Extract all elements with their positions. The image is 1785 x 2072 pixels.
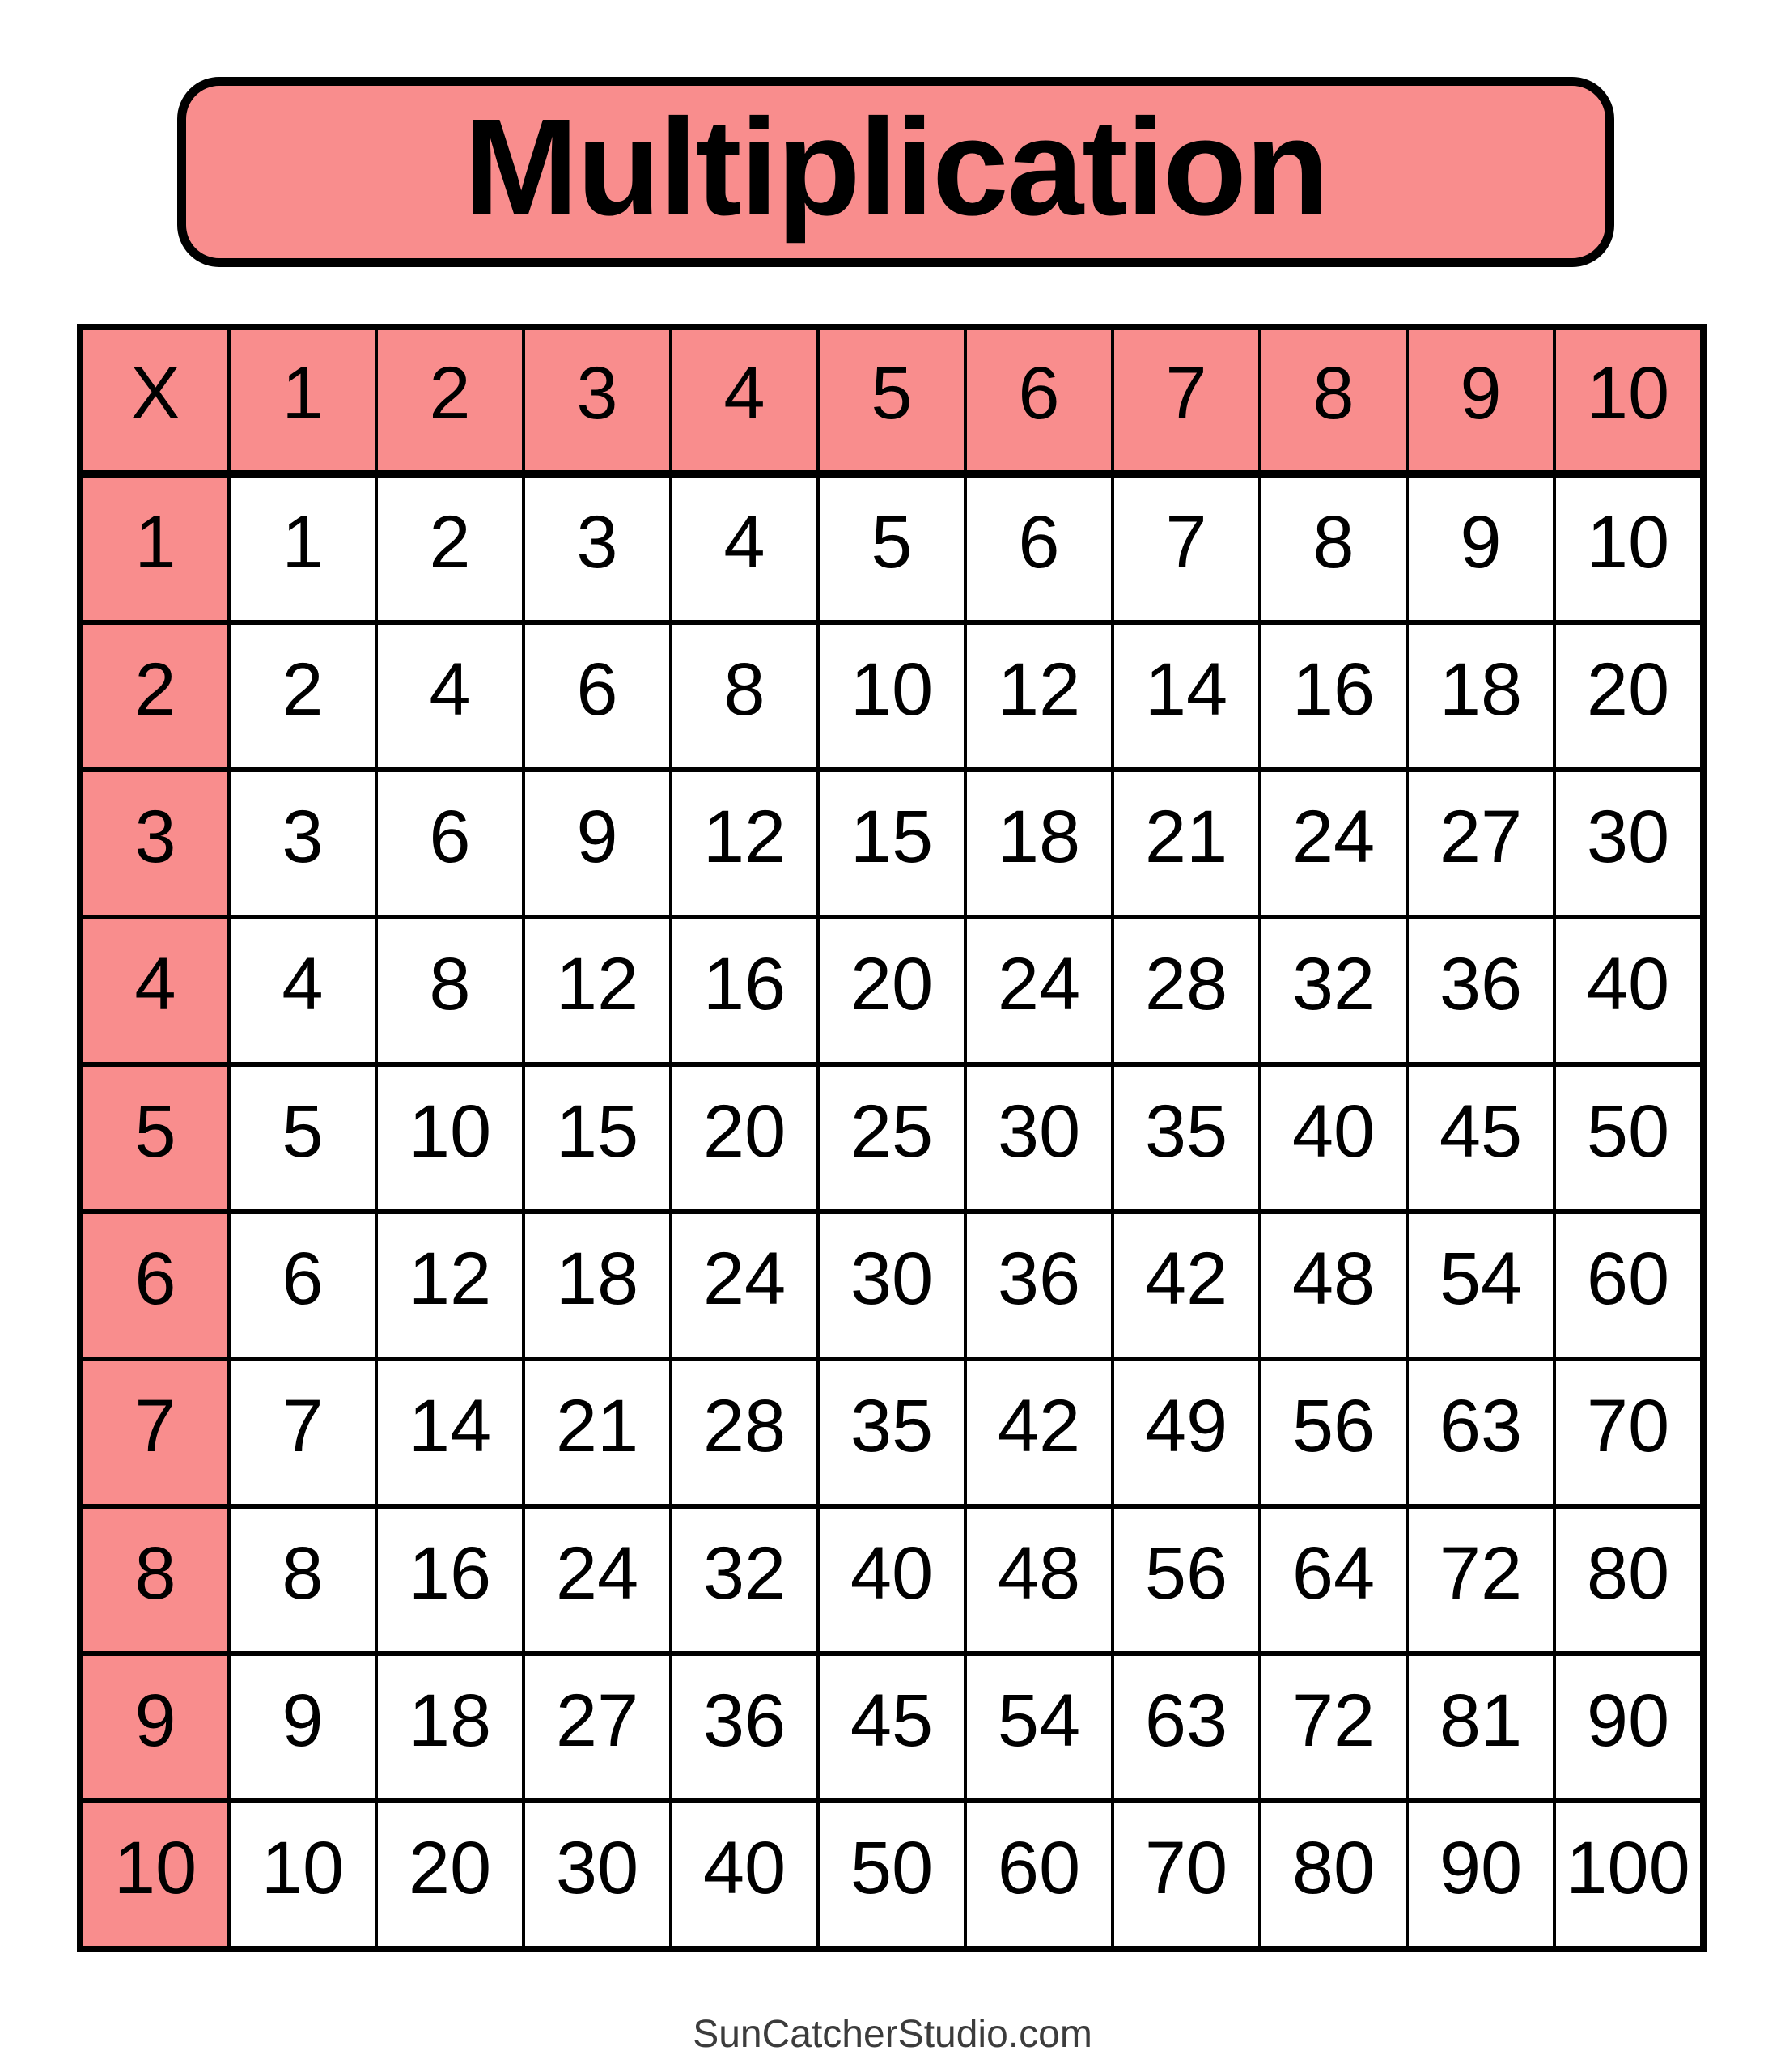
product-cell-label: 7 — [1165, 500, 1207, 584]
product-cell — [1556, 772, 1700, 915]
product-cell-label: 56 — [1291, 1384, 1376, 1467]
product-cell-label: 7 — [282, 1384, 324, 1467]
product-cell — [820, 772, 964, 915]
row-header-cell — [83, 1067, 227, 1209]
product-cell — [1261, 1656, 1406, 1798]
product-cell — [1261, 772, 1406, 915]
product-cell — [820, 1656, 964, 1798]
product-cell — [378, 1067, 522, 1209]
product-cell-label: 56 — [1144, 1531, 1228, 1615]
product-cell-label: 48 — [1291, 1237, 1376, 1320]
product-cell-label: 80 — [1586, 1531, 1670, 1615]
product-cell-label: 5 — [282, 1089, 324, 1173]
product-cell-label: 27 — [1439, 795, 1523, 878]
row-header-cell-label: 4 — [134, 942, 176, 1025]
column-header-cell-label: 3 — [576, 352, 618, 435]
product-cell — [1556, 478, 1700, 620]
product-cell-label: 10 — [850, 648, 934, 731]
product-cell — [967, 1509, 1111, 1651]
product-cell-label: 9 — [282, 1679, 324, 1762]
column-header-cell — [231, 330, 375, 473]
column-header-cell-label: 7 — [1165, 352, 1207, 435]
product-cell — [1409, 1509, 1553, 1651]
product-cell-label: 35 — [1144, 1089, 1228, 1173]
corner-cell-label: X — [130, 352, 180, 435]
column-header-cell — [1261, 330, 1406, 473]
product-cell — [1114, 478, 1258, 620]
product-cell — [525, 1656, 669, 1798]
product-cell — [1261, 919, 1406, 1062]
product-cell — [1556, 1656, 1700, 1798]
column-header-cell — [967, 330, 1111, 473]
product-cell — [1409, 772, 1553, 915]
row-header-cell-label: 3 — [134, 795, 176, 878]
product-cell — [378, 772, 522, 915]
product-cell — [967, 478, 1111, 620]
product-cell-label: 6 — [1018, 500, 1060, 584]
product-cell-label: 3 — [282, 795, 324, 878]
product-cell-label: 14 — [1144, 648, 1228, 731]
product-cell-label: 32 — [1291, 942, 1376, 1025]
product-cell-label: 2 — [429, 500, 471, 584]
product-cell — [1556, 1067, 1700, 1209]
product-cell-label: 80 — [1291, 1826, 1376, 1909]
product-cell — [967, 1656, 1111, 1798]
product-cell-label: 63 — [1144, 1679, 1228, 1762]
product-cell — [1261, 478, 1406, 620]
product-cell — [1114, 625, 1258, 767]
product-cell — [1409, 625, 1553, 767]
product-cell — [1261, 1803, 1406, 1946]
row-header-cell-label: 6 — [134, 1237, 176, 1320]
product-cell-label: 60 — [997, 1826, 1081, 1909]
product-cell — [1114, 919, 1258, 1062]
product-cell — [1114, 1214, 1258, 1357]
product-cell-label: 48 — [997, 1531, 1081, 1615]
product-cell — [231, 1067, 375, 1209]
column-header-cell — [672, 330, 816, 473]
product-cell — [378, 1656, 522, 1798]
product-cell-label: 3 — [576, 500, 618, 584]
product-cell — [1409, 478, 1553, 620]
product-cell-label: 50 — [850, 1826, 934, 1909]
product-cell-label: 30 — [1586, 795, 1670, 878]
product-cell-label: 12 — [702, 795, 787, 878]
product-cell — [672, 1214, 816, 1357]
product-cell-label: 30 — [555, 1826, 639, 1909]
product-cell-label: 21 — [1144, 795, 1228, 878]
product-cell-label: 20 — [1586, 648, 1670, 731]
product-cell — [820, 919, 964, 1062]
product-cell — [525, 1509, 669, 1651]
product-cell-label: 8 — [282, 1531, 324, 1615]
corner-cell — [83, 330, 227, 473]
product-cell-label: 100 — [1566, 1826, 1690, 1909]
product-cell — [967, 919, 1111, 1062]
product-cell-label: 15 — [555, 1089, 639, 1173]
product-cell-label: 12 — [408, 1237, 492, 1320]
product-cell — [1114, 1067, 1258, 1209]
product-cell-label: 40 — [850, 1531, 934, 1615]
product-cell — [820, 478, 964, 620]
product-cell-label: 36 — [997, 1237, 1081, 1320]
product-cell — [672, 772, 816, 915]
product-cell — [378, 1509, 522, 1651]
product-cell — [820, 1361, 964, 1504]
product-cell-label: 24 — [997, 942, 1081, 1025]
product-cell-label: 20 — [850, 942, 934, 1025]
product-cell-label: 81 — [1439, 1679, 1523, 1762]
product-cell-label: 32 — [702, 1531, 787, 1615]
title-banner — [177, 77, 1614, 267]
product-cell — [672, 478, 816, 620]
row-header-cell — [83, 1656, 227, 1798]
product-cell-label: 72 — [1439, 1531, 1523, 1615]
product-cell-label: 24 — [702, 1237, 787, 1320]
product-cell — [1409, 1361, 1553, 1504]
product-cell — [378, 1803, 522, 1946]
product-cell — [525, 478, 669, 620]
product-cell-label: 18 — [1439, 648, 1523, 731]
product-cell-label: 16 — [702, 942, 787, 1025]
product-cell — [525, 1214, 669, 1357]
product-cell — [672, 1803, 816, 1946]
product-cell-label: 45 — [850, 1679, 934, 1762]
product-cell — [378, 1214, 522, 1357]
product-cell — [967, 1361, 1111, 1504]
row-header-cell-label: 9 — [134, 1679, 176, 1762]
product-cell — [231, 1509, 375, 1651]
product-cell-label: 25 — [850, 1089, 934, 1173]
row-header-cell-label: 7 — [134, 1384, 176, 1467]
product-cell-label: 8 — [429, 942, 471, 1025]
product-cell-label: 64 — [1291, 1531, 1376, 1615]
product-cell — [1409, 1656, 1553, 1798]
product-cell-label: 49 — [1144, 1384, 1228, 1467]
column-header-cell — [378, 330, 522, 473]
product-cell — [672, 1067, 816, 1209]
product-cell — [967, 1067, 1111, 1209]
product-cell-label: 40 — [1586, 942, 1670, 1025]
column-header-cell-label: 5 — [871, 352, 913, 435]
product-cell — [672, 919, 816, 1062]
page-title: Multiplication — [464, 90, 1328, 244]
column-header-cell — [1409, 330, 1553, 473]
product-cell-label: 36 — [1439, 942, 1523, 1025]
product-cell — [1556, 919, 1700, 1062]
product-cell-label: 20 — [408, 1826, 492, 1909]
product-cell — [231, 1656, 375, 1798]
product-cell-label: 10 — [261, 1826, 345, 1909]
product-cell — [525, 772, 669, 915]
product-cell-label: 30 — [997, 1089, 1081, 1173]
product-cell-label: 6 — [282, 1237, 324, 1320]
product-cell — [967, 625, 1111, 767]
product-cell — [378, 478, 522, 620]
column-header-cell — [820, 330, 964, 473]
column-header-cell-label: 1 — [282, 352, 324, 435]
product-cell — [525, 625, 669, 767]
row-header-cell-label: 10 — [113, 1826, 197, 1909]
product-cell — [1556, 1361, 1700, 1504]
row-header-cell — [83, 1803, 227, 1946]
row-header-cell — [83, 1509, 227, 1651]
product-cell — [525, 919, 669, 1062]
product-cell — [820, 625, 964, 767]
product-cell-label: 40 — [702, 1826, 787, 1909]
product-cell-label: 14 — [408, 1384, 492, 1467]
product-cell — [820, 1067, 964, 1209]
row-header-cell-label: 2 — [134, 648, 176, 731]
product-cell-label: 28 — [1144, 942, 1228, 1025]
product-cell-label: 10 — [408, 1089, 492, 1173]
product-cell-label: 21 — [555, 1384, 639, 1467]
product-cell-label: 36 — [702, 1679, 787, 1762]
product-cell-label: 30 — [850, 1237, 934, 1320]
row-header-cell — [83, 478, 227, 620]
product-cell — [1556, 1509, 1700, 1651]
product-cell-label: 42 — [1144, 1237, 1228, 1320]
product-cell — [231, 772, 375, 915]
product-cell-label: 40 — [1291, 1089, 1376, 1173]
column-header-cell-label: 6 — [1018, 352, 1060, 435]
product-cell — [1114, 1803, 1258, 1946]
product-cell-label: 24 — [555, 1531, 639, 1615]
product-cell — [231, 1803, 375, 1946]
product-cell — [672, 1361, 816, 1504]
product-cell — [1261, 1361, 1406, 1504]
product-cell — [1114, 1361, 1258, 1504]
product-cell — [1409, 919, 1553, 1062]
product-cell-label: 70 — [1144, 1826, 1228, 1909]
row-header-cell — [83, 919, 227, 1062]
product-cell — [1556, 1214, 1700, 1357]
product-cell — [820, 1509, 964, 1651]
product-cell — [672, 1656, 816, 1798]
product-cell — [231, 1361, 375, 1504]
product-cell — [231, 919, 375, 1062]
product-cell — [378, 1361, 522, 1504]
product-cell — [1556, 1803, 1700, 1946]
product-cell-label: 18 — [555, 1237, 639, 1320]
product-cell-label: 2 — [282, 648, 324, 731]
product-cell-label: 50 — [1586, 1089, 1670, 1173]
product-cell-label: 15 — [850, 795, 934, 878]
row-header-cell — [83, 1361, 227, 1504]
product-cell-label: 45 — [1439, 1089, 1523, 1173]
column-header-cell-label: 8 — [1312, 352, 1355, 435]
product-cell-label: 54 — [1439, 1237, 1523, 1320]
product-cell — [525, 1803, 669, 1946]
row-header-cell — [83, 625, 227, 767]
product-cell — [231, 478, 375, 620]
row-header-cell-label: 5 — [134, 1089, 176, 1173]
product-cell — [820, 1803, 964, 1946]
product-cell-label: 28 — [702, 1384, 787, 1467]
product-cell-label: 8 — [1312, 500, 1355, 584]
column-header-cell-label: 4 — [723, 352, 765, 435]
product-cell-label: 70 — [1586, 1384, 1670, 1467]
row-header-cell-label: 8 — [134, 1531, 176, 1615]
product-cell-label: 72 — [1291, 1679, 1376, 1762]
product-cell — [1409, 1067, 1553, 1209]
product-cell — [525, 1361, 669, 1504]
multiplication-table — [77, 324, 1707, 1952]
product-cell-label: 9 — [1460, 500, 1502, 584]
product-cell-label: 24 — [1291, 795, 1376, 878]
row-header-cell-label: 1 — [134, 500, 176, 584]
product-cell — [967, 772, 1111, 915]
product-cell — [378, 919, 522, 1062]
product-cell-label: 6 — [429, 795, 471, 878]
product-cell — [672, 625, 816, 767]
product-cell-label: 1 — [282, 500, 324, 584]
product-cell — [525, 1067, 669, 1209]
product-cell-label: 10 — [1586, 500, 1670, 584]
product-cell — [1261, 625, 1406, 767]
product-cell-label: 16 — [1291, 648, 1376, 731]
product-cell-label: 35 — [850, 1384, 934, 1467]
product-cell-label: 54 — [997, 1679, 1081, 1762]
product-cell-label: 4 — [282, 942, 324, 1025]
product-cell — [231, 1214, 375, 1357]
row-header-cell — [83, 772, 227, 915]
row-header-cell — [83, 1214, 227, 1357]
product-cell-label: 27 — [555, 1679, 639, 1762]
product-cell-label: 9 — [576, 795, 618, 878]
product-cell-label: 4 — [429, 648, 471, 731]
product-cell-label: 8 — [723, 648, 765, 731]
product-cell — [1261, 1067, 1406, 1209]
product-cell — [672, 1509, 816, 1651]
product-cell-label: 5 — [871, 500, 913, 584]
product-cell — [1114, 772, 1258, 915]
product-cell — [1556, 625, 1700, 767]
product-cell-label: 60 — [1586, 1237, 1670, 1320]
product-cell-label: 20 — [702, 1089, 787, 1173]
footer-credit: SunCatcherStudio.com — [693, 2013, 1092, 2056]
product-cell — [1409, 1803, 1553, 1946]
product-cell-label: 4 — [723, 500, 765, 584]
product-cell-label: 12 — [555, 942, 639, 1025]
column-header-cell-label: 10 — [1586, 352, 1670, 435]
product-cell-label: 12 — [997, 648, 1081, 731]
column-header-cell — [525, 330, 669, 473]
column-header-cell-label: 2 — [429, 352, 471, 435]
product-cell-label: 42 — [997, 1384, 1081, 1467]
product-cell-label: 16 — [408, 1531, 492, 1615]
product-cell — [1114, 1656, 1258, 1798]
product-cell-label: 6 — [576, 648, 618, 731]
product-cell-label: 90 — [1586, 1679, 1670, 1762]
product-cell — [967, 1803, 1111, 1946]
product-cell — [1261, 1509, 1406, 1651]
product-cell — [967, 1214, 1111, 1357]
product-cell — [1114, 1509, 1258, 1651]
product-cell-label: 18 — [997, 795, 1081, 878]
product-cell — [378, 625, 522, 767]
product-cell-label: 90 — [1439, 1826, 1523, 1909]
product-cell — [1261, 1214, 1406, 1357]
column-header-cell — [1556, 330, 1700, 473]
column-header-cell-label: 9 — [1460, 352, 1502, 435]
product-cell — [820, 1214, 964, 1357]
product-cell-label: 63 — [1439, 1384, 1523, 1467]
column-header-cell — [1114, 330, 1258, 473]
product-cell — [231, 625, 375, 767]
product-cell-label: 18 — [408, 1679, 492, 1762]
product-cell — [1409, 1214, 1553, 1357]
